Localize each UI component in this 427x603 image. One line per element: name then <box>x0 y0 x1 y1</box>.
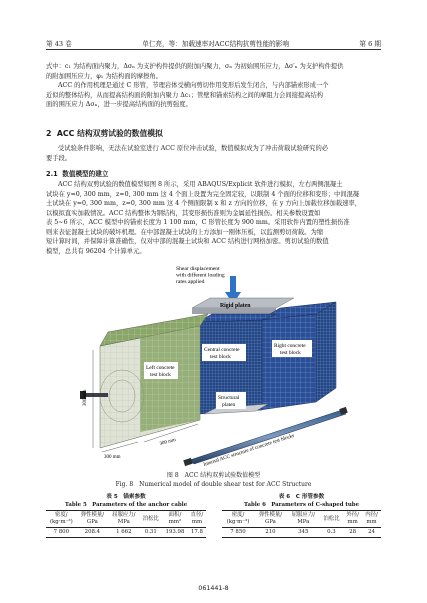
table6-title-en: Table 6 Parameters of C-shaped tube <box>243 502 359 508</box>
header-title: 单仁亮，等：加载速率对ACC结构抗剪性能的影响 <box>142 40 289 48</box>
text-line: 面的围压应力 Δσₙ，进一步提高结构面的抗剪强度。 <box>46 101 192 108</box>
table-header: 外径/ mm <box>343 511 362 528</box>
table-c-shaped-tube <box>222 492 381 538</box>
text-line: 土试块在 y=0, 300 mm，z=0, 300 mm 这 4 个侧面限制 x 和 z 方向的位移，在 y 方向上加载位移加载速率， <box>46 200 362 207</box>
table-cell: 1 662 <box>108 528 139 538</box>
text-line: 要手段。 <box>46 154 72 162</box>
table-header: 弹性模量/ GPa <box>254 511 287 528</box>
table-header: 面积/ mm² <box>162 511 188 528</box>
table-cell: 28 <box>343 528 362 538</box>
right-block-side <box>316 302 336 402</box>
table-row <box>222 528 381 538</box>
text-line: 则来表征混凝土试块的破坏机理。在中部混凝土试块的上方添加一刚体压板，以监测剪切荷载。为缩 <box>46 228 324 236</box>
table-cell: 208.4 <box>77 528 108 538</box>
text-line: 短计算时间，并保障计算准确性，仅对中部的混凝土试块和 ACC 结构进行网格加密。剪切试验的数值 <box>46 238 329 245</box>
left-block-label: Left concrete test block <box>146 365 175 378</box>
structural-platen-label: Structural platen <box>218 395 240 408</box>
table5-title-cn: 表 5 锚索参数 <box>106 494 146 500</box>
table-cell: 7 850 <box>222 528 254 538</box>
subsection-number: 2.1 <box>46 170 58 178</box>
table-anchor-cable <box>46 492 206 538</box>
text-line: 表 5~6 所示，ACC 模型中的锚索长度为 1 100 mm，C 形管长度为 900 mm。采用软件内置的塑性损伤准 <box>46 219 350 226</box>
table5-title-en: Table 5 Parameters of the anchor cable <box>64 502 188 508</box>
text-line: 近似的整体结构，从而提高结构面的附加内聚力 Δc₁；管壁和锚索结构之间的摩阻力会间接提高结构 <box>46 91 324 99</box>
table-cell: 17.8 <box>188 528 206 538</box>
table-header: 直径/ mm <box>188 511 206 528</box>
table-header: 内径/ mm <box>362 511 381 528</box>
right-block-face <box>260 314 316 410</box>
dim-bottom2-label: 300 mm <box>159 437 177 447</box>
table-cell: 24 <box>362 528 381 538</box>
table-cell: 210 <box>254 528 287 538</box>
acc-tube <box>190 410 346 464</box>
table-row <box>46 528 206 538</box>
section-title: ACC 结构双剪试验的数值模拟 <box>56 129 163 138</box>
section-heading <box>46 128 163 139</box>
header-issue: 第 6 期 <box>359 40 381 48</box>
table-header: 屈服应力/ MPa <box>108 511 139 528</box>
text-line: 试块在 y=0, 300 mm，z=0, 300 mm 这 4 个面上设置为完全固定较，以限制 4 个面的位移和变形；中间混凝 <box>46 190 360 198</box>
figure-caption-cn: 图 8 ACC 结构双剪试验数值模型 <box>166 472 261 479</box>
section-paragraph <box>46 144 381 163</box>
table-cell: 0.31 <box>140 528 163 538</box>
text-line: 以模拟直实加载情况。ACC 结构整体为钢结构，其变形损伤准则为金属延性损伤。相关参数设置如 <box>46 209 321 217</box>
shear-label: Shear displacement with different loading rates applied <box>176 266 225 285</box>
right-block-label: Right concrete test block <box>274 343 306 356</box>
table-cell: 345 <box>287 528 320 538</box>
text-line: 式中：c₁ 为结构面内聚力，Δσₙ 为支护构件提供的附加内聚力，σₙ 为初始围压应力，Δσ′ₙ 为支护构件提供 <box>46 63 344 70</box>
page-number: 061441-8 <box>198 585 229 592</box>
subsection-paragraph <box>46 180 381 256</box>
header-rule <box>46 49 381 50</box>
internal-acc-label: Internal ACC structure of concrete test blocks <box>202 432 296 468</box>
text-line: ACC 结构双剪试验的数值模型如图 8 所示，采用 ABAQUS/Explicit 软件进行模拟，左右两侧混凝土 <box>58 181 343 188</box>
table-header: 弹性模量/ GPa <box>77 511 108 528</box>
tube-end-left <box>183 458 192 466</box>
dim-side-label: 300 mm <box>83 389 88 406</box>
table-header: 屈服应力/ MPa <box>287 511 320 528</box>
numerical-model-figure <box>80 262 348 468</box>
table-cell: 193.98 <box>162 528 188 538</box>
table-cell: 7 800 <box>46 528 77 538</box>
figure-caption-en: Fig. 8 Numerical model of double shear test for ACC Structure <box>115 481 312 488</box>
text-line: 模型，总共有 96204 个计算单元。 <box>46 247 146 255</box>
subsection-title: 数值模型的建立 <box>62 170 109 178</box>
text-line: ACC 的作用机理是通过 C 形管，节理岩体受横向剪切作用变形后发生闭合，与内部锚索形成一个 <box>58 82 329 89</box>
section-number: 2 <box>46 129 52 138</box>
subsection-heading <box>46 168 108 178</box>
rigid-platen-label: Rigid platen <box>220 303 251 309</box>
table-header: 泊松比 <box>140 511 163 528</box>
text-line: 受试验条件影响，无法在试验室进行 ACC 原位冲击试验，数值模拟成为了冲击荷载试验研究的必 <box>58 145 329 152</box>
central-block-label: Central concrete test block <box>204 347 240 360</box>
bolt-head <box>86 393 108 397</box>
table-cell: 0.3 <box>320 528 344 538</box>
text-line: 的附加围压应力，φ₁ 为结构面的摩擦角。 <box>46 72 162 80</box>
table6-title-cn: 表 6 C 形管参数 <box>278 494 325 500</box>
table-header: 泊松比 <box>320 511 344 528</box>
running-header <box>46 38 381 48</box>
dim-bottom1-label: 300 mm <box>104 455 121 460</box>
table-header: 密度/ (kg·m⁻³) <box>46 511 77 528</box>
header-volume: 第 43 卷 <box>46 40 72 48</box>
table-header: 密度/ (kg·m⁻³) <box>222 511 254 528</box>
intro-paragraph <box>46 62 381 110</box>
